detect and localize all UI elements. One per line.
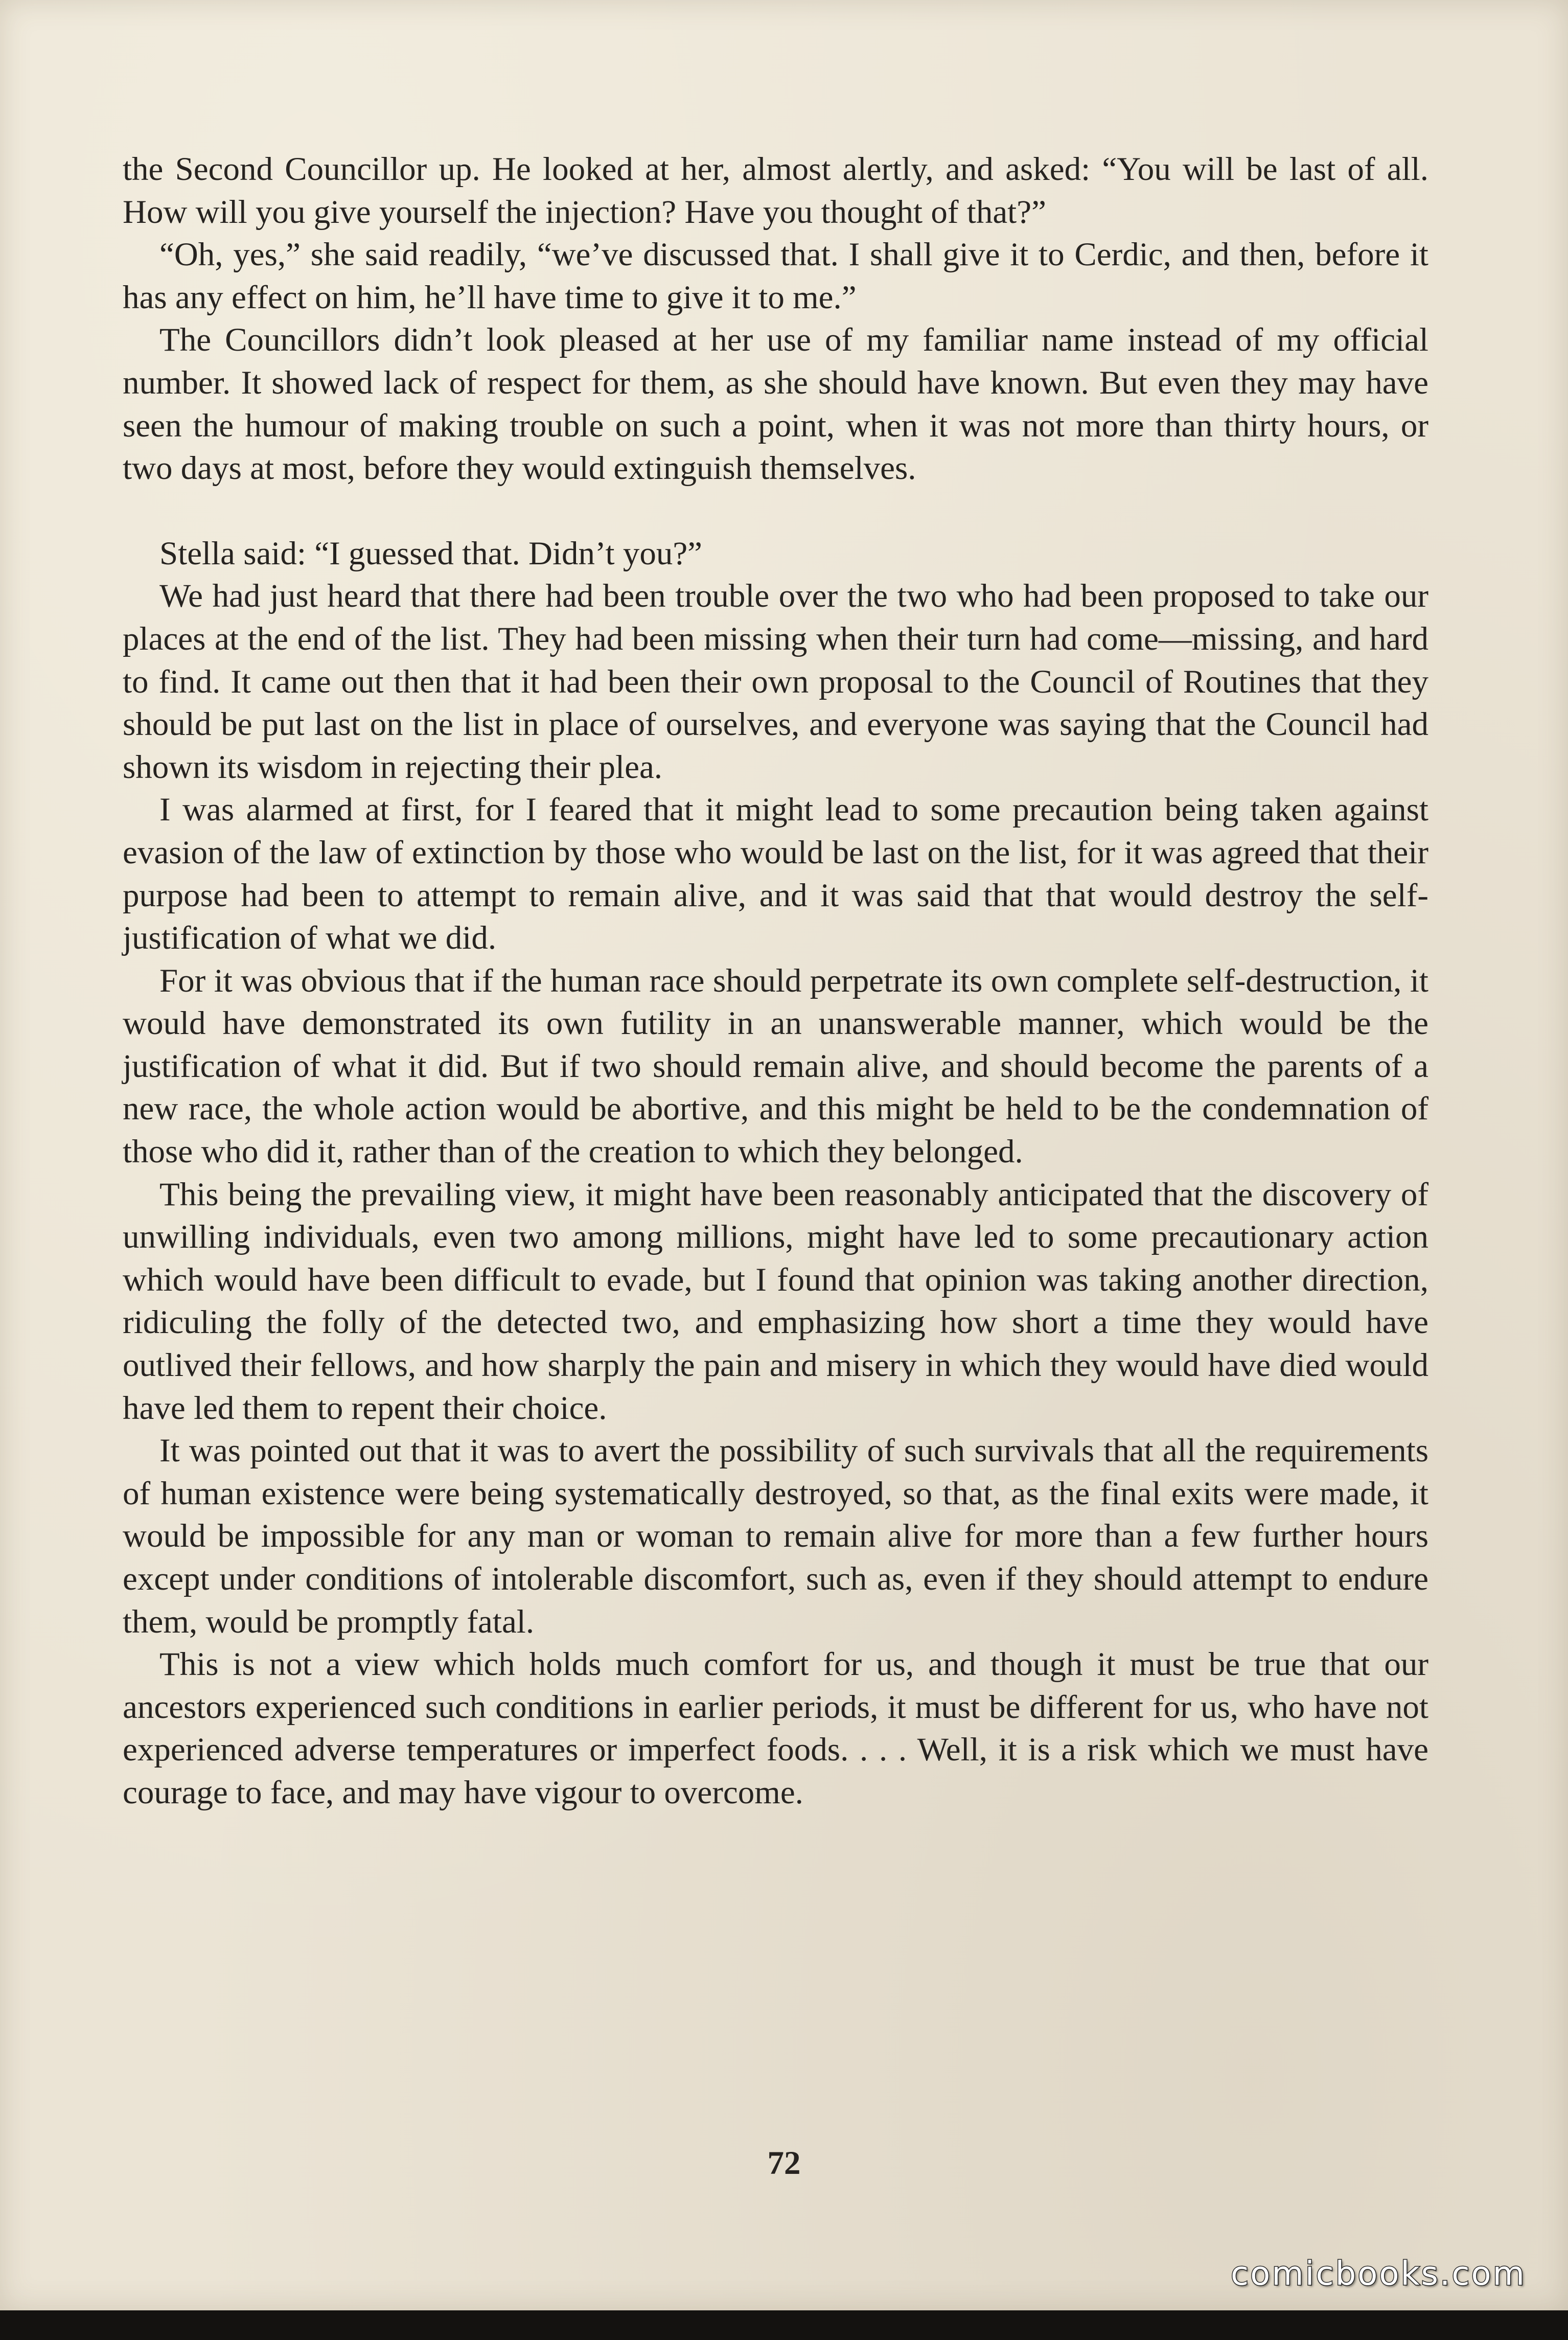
watermark-logo: comicbooks.com	[1230, 2255, 1526, 2293]
paragraph-3: The Councillors didn’t look pleased at her use of my familiar name instead of my official number. It showed lack of respect for them, as she should have known. But even they may have seen the humour of making trouble on such a point, when it was not more than thirty hours, or two days at most, before they would extinguish themselves.	[123, 322, 1428, 487]
paragraph-8: This being the prevailing view, it might have been reasonably anticipated that the discovery of unwilling individuals, even two among millions, might have led to some precautionary action which would have been difficult to evade, but I found that opinion was taking another direction, ridiculing the folly of the detected two, and emphasizing how short a time they would have outlived their fellows, and how sharply the pain and misery in which they would have died would have led them to repent their choice.	[123, 1176, 1428, 1427]
paragraph-5: We had just heard that there had been trouble over the two who had been proposed to take our places at the end of the list. They had been missing when their turn had come—missing, and hard to find. It came out then that it had been their own proposal to the Council of Routines that they should be put last on the list in place of ourselves, and everyone was saying that the Council had shown its wisdom in rejecting their plea.	[123, 578, 1428, 786]
paragraph-9: It was pointed out that it was to avert the possibility of such survivals that all the requirements of human existence were being systematically destroyed, so that, as the final exits were made, it would be impossible for any man or woman to remain alive for more than a few further hours except under conditions of intolerable discomfort, such as, even if they should attempt to endure them, would be promptly fatal.	[123, 1432, 1428, 1640]
paragraph-4: Stella said: “I guessed that. Didn’t you?”	[159, 535, 703, 572]
paragraph-7: For it was obvious that if the human race should perpetrate its own complete self-destruction, it would have demonstrated its own futility in an unanswerable manner, which would be the justification of what it did. But if two should remain alive, and should become the parents of a new race, the whole action would be abortive, and this might be held to be the condemnation of those who did it, rather than of the creation to which they belonged.	[123, 962, 1428, 1171]
paragraph-10: This is not a view which holds much comfort for us, and though it must be true that our ancestors experienced such conditions in earlier periods, it must be different for us, who have not experienced adverse temperatures or imperfect foods. . . . Well, it is a risk which we must have courage to face, and may have vigour to overcome.	[123, 1646, 1428, 1811]
paragraph-2: “Oh, yes,” she said readily, “we’ve discussed that. I shall give it to Cerdic, and then, before it has any effect on him, he’ll have time to give it to me.”	[123, 236, 1428, 316]
page-number: 72	[767, 2145, 801, 2182]
paragraph-6: I was alarmed at first, for I feared that it might lead to some precaution being taken against evasion of the law of extinction by those who would be last on the list, for it was agreed that their purpose had been to attempt to remain alive, and it was said that that would destroy the self-justification of what we did.	[123, 791, 1428, 957]
scan-background-edge	[0, 2310, 1568, 2340]
paragraph-1: the Second Councillor up. He looked at her, almost alertly, and asked: “You will be last of all. How will you give yourself the injection? Have you thought of that?”	[123, 151, 1428, 231]
page-body-text	[123, 148, 1428, 1815]
